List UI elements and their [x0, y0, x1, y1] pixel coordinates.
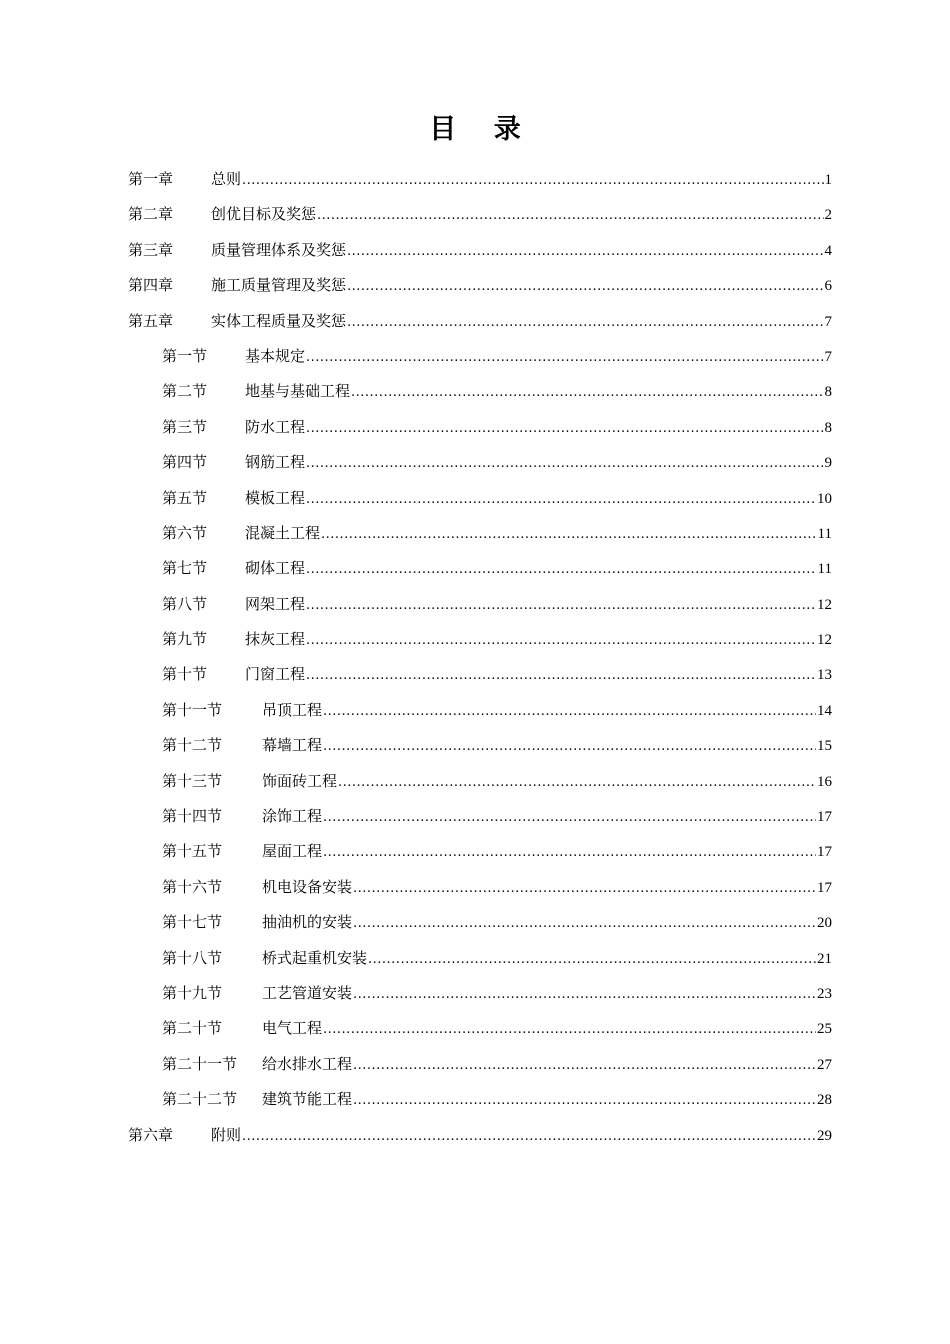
- toc-dot-leader: [323, 800, 816, 835]
- toc-page-number: 20: [817, 915, 832, 932]
- toc-section-entry[interactable]: [128, 516, 832, 551]
- toc-section-entry[interactable]: [128, 870, 832, 905]
- toc-entry-number: 第十九节: [162, 983, 223, 1002]
- toc-entry-number: 第十六节: [162, 877, 223, 896]
- toc-dot-leader: [323, 694, 816, 729]
- toc-entry-number: 第十二节: [162, 736, 223, 755]
- toc-entry-number: 第二十节: [162, 1019, 223, 1038]
- toc-entry-title: 吊顶工程: [262, 700, 323, 719]
- toc-page-number: 12: [817, 632, 832, 649]
- toc-dot-leader: [351, 375, 823, 410]
- toc-entry-number: 第四章: [128, 276, 174, 295]
- toc-entry-title: 防水工程: [245, 417, 306, 436]
- toc-entry-title: 基本规定: [245, 346, 306, 365]
- toc-entry-number: 第六节: [162, 523, 208, 542]
- toc-dot-leader: [317, 198, 823, 233]
- toc-section-entry[interactable]: [128, 1047, 832, 1082]
- toc-entry-title: 电气工程: [262, 1019, 323, 1038]
- toc-entry-title: 建筑节能工程: [262, 1090, 353, 1109]
- toc-entry-title: 模板工程: [245, 488, 306, 507]
- toc-section-entry[interactable]: [128, 1082, 832, 1117]
- toc-section-entry[interactable]: [128, 622, 832, 657]
- toc-section-entry[interactable]: [128, 374, 832, 409]
- toc-section-entry[interactable]: [128, 799, 832, 834]
- toc-page-number: 27: [817, 1056, 832, 1073]
- toc-dot-leader: [306, 623, 816, 658]
- toc-page-number: 9: [824, 455, 832, 472]
- toc-entry-title: 创优目标及奖惩: [211, 205, 317, 224]
- toc-entry-title: 地基与基础工程: [245, 382, 351, 401]
- toc-dot-leader: [323, 729, 816, 764]
- toc-entry-title: 混凝土工程: [245, 523, 321, 542]
- toc-page-number: 16: [817, 773, 832, 790]
- toc-page-number: 21: [817, 950, 832, 967]
- toc-dot-leader: [306, 411, 823, 446]
- toc-section-entry[interactable]: [128, 728, 832, 763]
- toc-section-entry[interactable]: [128, 551, 832, 586]
- toc-entry-title: 给水排水工程: [262, 1054, 353, 1073]
- toc-title: 目 录: [429, 114, 535, 145]
- toc-page-number: 6: [824, 278, 832, 295]
- toc-chapter-entry[interactable]: [128, 162, 832, 197]
- toc-page-number: 14: [817, 702, 832, 719]
- toc-section-entry[interactable]: [128, 410, 832, 445]
- toc-page-number: 28: [817, 1092, 832, 1109]
- toc-entry-number: 第八节: [162, 594, 208, 613]
- toc-entry-number: 第十三节: [162, 771, 223, 790]
- toc-page-number: 25: [817, 1021, 832, 1038]
- toc-dot-leader: [242, 163, 823, 198]
- toc-entry-number: 第二十一节: [162, 1054, 238, 1073]
- toc-page-number: 29: [817, 1127, 832, 1144]
- toc-entry-number: 第十四节: [162, 807, 223, 826]
- toc-entry-number: 第十八节: [162, 948, 223, 967]
- toc-entry-title: 工艺管道安装: [262, 983, 353, 1002]
- toc-entry-title: 钢筋工程: [245, 453, 306, 472]
- toc-page-number: 23: [817, 985, 832, 1002]
- toc-entry-number: 第十五节: [162, 842, 223, 861]
- toc-dot-leader: [321, 517, 817, 552]
- toc-page-number: 1: [824, 172, 832, 188]
- toc-entry-title: 饰面砖工程: [262, 771, 338, 790]
- toc-page-number: 17: [817, 879, 832, 896]
- toc-dot-leader: [353, 1048, 816, 1083]
- toc-entry-title: 网架工程: [245, 594, 306, 613]
- toc-entry-number: 第五节: [162, 488, 208, 507]
- toc-entry-title: 桥式起重机安装: [262, 948, 368, 967]
- toc-entry-number: 第二十二节: [162, 1090, 238, 1109]
- toc-dot-leader: [306, 482, 816, 517]
- toc-entry-number: 第二节: [162, 382, 208, 401]
- toc-dot-leader: [368, 942, 816, 977]
- toc-dot-leader: [306, 340, 823, 375]
- toc-entry-title: 抽油机的安装: [262, 913, 353, 932]
- toc-page-number: 11: [817, 525, 832, 542]
- toc-page-number: 8: [824, 384, 832, 401]
- toc-chapter-entry[interactable]: [128, 268, 832, 303]
- toc-section-entry[interactable]: [128, 339, 832, 374]
- toc-page-number: 7: [824, 313, 832, 330]
- toc-section-entry[interactable]: [128, 481, 832, 516]
- toc-dot-leader: [323, 1012, 816, 1047]
- toc-entry-number: 第五章: [128, 311, 174, 330]
- toc-entry-title: 砌体工程: [245, 559, 306, 578]
- toc-entry-title: 屋面工程: [262, 842, 323, 861]
- toc-dot-leader: [347, 305, 823, 340]
- toc-chapter-entry[interactable]: [128, 304, 832, 339]
- toc-section-entry[interactable]: [128, 834, 832, 869]
- toc-entry-title: 幕墙工程: [262, 736, 323, 755]
- toc-entry-number: 第四节: [162, 453, 208, 472]
- toc-page-number: 17: [817, 809, 832, 826]
- toc-dot-leader: [353, 1083, 816, 1118]
- toc-chapter-entry[interactable]: [128, 233, 832, 268]
- toc-entry-title: 总则: [211, 170, 242, 188]
- toc-dot-leader: [347, 234, 823, 269]
- toc-dot-leader: [353, 977, 816, 1012]
- toc-entry-number: 第九节: [162, 630, 208, 649]
- toc-entry-number: 第一章: [128, 170, 174, 188]
- toc-dot-leader: [338, 765, 816, 800]
- toc-section-entry[interactable]: [128, 1011, 832, 1046]
- toc-page-number: 10: [817, 490, 832, 507]
- toc-section-entry[interactable]: [128, 657, 832, 692]
- toc-dot-leader: [306, 552, 817, 587]
- toc-section-entry[interactable]: [128, 905, 832, 940]
- toc-section-entry[interactable]: [128, 587, 832, 622]
- toc-entry-number: 第三节: [162, 417, 208, 436]
- toc-page-number: 12: [817, 596, 832, 613]
- toc-entry-number: 第十七节: [162, 913, 223, 932]
- toc-chapter-entry[interactable]: [128, 1118, 832, 1153]
- toc-entry-number: 第二章: [128, 205, 174, 224]
- toc-chapter-entry[interactable]: [128, 197, 832, 232]
- toc-entry-number: 第三章: [128, 240, 174, 259]
- toc-page-number: 15: [817, 738, 832, 755]
- toc-section-entry[interactable]: [128, 976, 832, 1011]
- toc-entry-number: 第一节: [162, 346, 208, 365]
- toc-page-number: 17: [817, 844, 832, 861]
- toc-entry-title: 附则: [211, 1125, 242, 1144]
- toc-entry-title: 抹灰工程: [245, 630, 306, 649]
- toc-page-number: 11: [817, 561, 832, 578]
- toc-dot-leader: [323, 835, 816, 870]
- toc-page-number: 7: [824, 348, 832, 365]
- toc-entry-title: 门窗工程: [245, 665, 306, 684]
- toc-entry-title: 实体工程质量及奖惩: [211, 311, 347, 330]
- toc-page-number: 4: [824, 242, 832, 259]
- toc-dot-leader: [306, 446, 823, 481]
- toc-list: [128, 162, 832, 1153]
- toc-entry-number: 第十节: [162, 665, 208, 684]
- toc-page-number: 2: [824, 207, 832, 224]
- toc-section-entry[interactable]: [128, 764, 832, 799]
- toc-section-entry[interactable]: [128, 941, 832, 976]
- toc-dot-leader: [306, 658, 816, 693]
- toc-section-entry[interactable]: [128, 693, 832, 728]
- toc-entry-title: 涂饰工程: [262, 807, 323, 826]
- toc-entry-title: 机电设备安装: [262, 877, 353, 896]
- toc-dot-leader: [306, 588, 816, 623]
- toc-entry-number: 第七节: [162, 559, 208, 578]
- toc-dot-leader: [242, 1119, 816, 1154]
- toc-entry-title: 质量管理体系及奖惩: [211, 240, 347, 259]
- toc-entry-number: 第六章: [128, 1125, 174, 1144]
- toc-entry-number: 第十一节: [162, 700, 223, 719]
- toc-page-number: 13: [817, 667, 832, 684]
- toc-dot-leader: [353, 871, 816, 906]
- toc-page-number: 8: [824, 419, 832, 436]
- toc-dot-leader: [353, 906, 816, 941]
- toc-section-entry[interactable]: [128, 445, 832, 480]
- toc-entry-title: 施工质量管理及奖惩: [211, 276, 347, 295]
- toc-dot-leader: [347, 269, 823, 304]
